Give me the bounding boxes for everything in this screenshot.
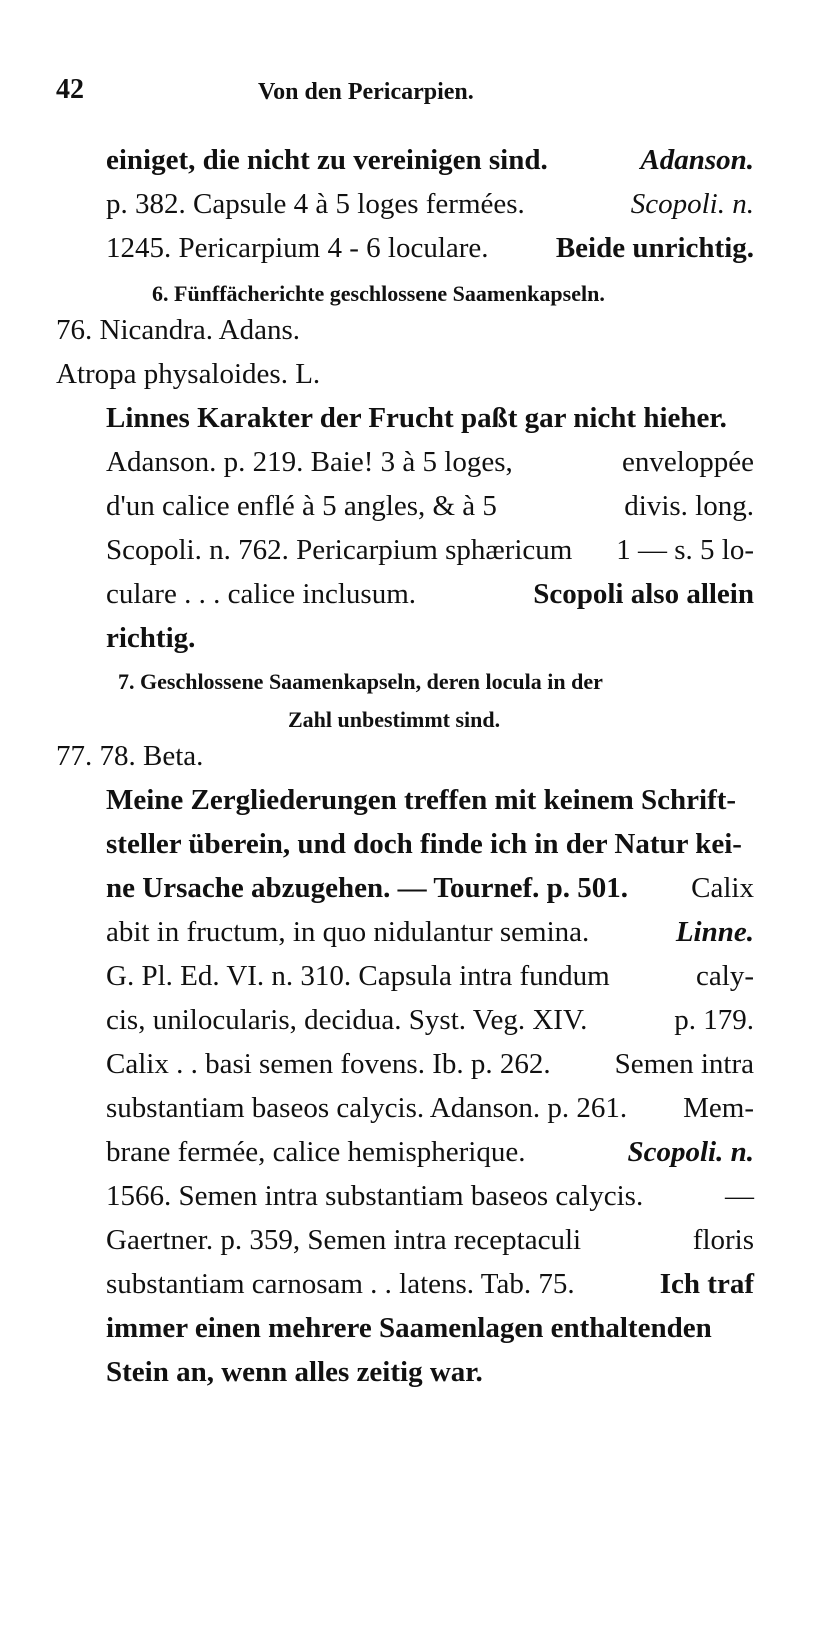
text-segment: 1 — s. 5 lo-	[616, 534, 754, 566]
text-segment: divis. long.	[624, 490, 754, 522]
text-segment: einiget, die nicht zu vereinigen sind.	[106, 144, 548, 176]
text-line: Atropa physaloides. L.	[56, 358, 321, 390]
text-segment: Mem-	[683, 1092, 754, 1124]
text-segment: Adanson. p. 219. Baie! 3 à 5 loges,	[106, 446, 513, 478]
text-segment: Calix	[691, 872, 754, 904]
text-segment: —	[725, 1180, 754, 1212]
text-line: immer einen mehrere Saamenlagen enthaltenden	[106, 1312, 712, 1344]
text-line	[106, 186, 754, 222]
text-line	[106, 1266, 754, 1302]
section-heading-continued: Zahl unbestimmt sind.	[288, 707, 501, 732]
text-line	[106, 444, 754, 480]
text-line: Linnes Karakter der Frucht paßt gar nicht hieher.	[106, 402, 727, 434]
text-segment: d'un calice enflé à 5 angles, & à 5	[106, 490, 497, 522]
text-segment: p. 179.	[674, 1004, 754, 1036]
text-line	[106, 1002, 754, 1038]
text-segment: Semen intra	[614, 1048, 754, 1080]
entry-heading: 77. 78. Beta.	[56, 740, 204, 772]
text-segment: brane fermée, calice hemispherique.	[106, 1136, 526, 1168]
author-name: Linne.	[675, 916, 754, 948]
text-line: Stein an, wenn alles zeitig war.	[106, 1356, 483, 1388]
text-line: Meine Zergliederungen treffen mit keinem Schrift-	[106, 784, 737, 816]
text-line: steller überein, und doch finde ich in der Natur kei-	[106, 828, 742, 860]
text-segment: Beide unrichtig.	[555, 232, 754, 264]
text-segment: substantiam carnosam . . latens. Tab. 75.	[106, 1268, 575, 1300]
author-name: Scopoli. n.	[630, 188, 754, 220]
text-line	[106, 1178, 754, 1214]
text-segment: G. Pl. Ed. VI. n. 310. Capsula intra fundum	[106, 960, 610, 992]
text-segment: 1566. Semen intra substantiam baseos calycis.	[106, 1180, 644, 1212]
text-line	[106, 488, 754, 524]
text-line: richtig.	[106, 622, 196, 654]
entry-heading: 76. Nicandra. Adans.	[56, 314, 301, 346]
section-heading: 6. Fünffächerichte geschlossene Saamenkapseln.	[152, 281, 605, 306]
section-heading: 7. Geschlossene Saamenkapseln, deren locula in der	[118, 669, 603, 694]
text-line	[106, 142, 754, 178]
text-segment: floris	[692, 1224, 754, 1256]
text-segment: 1245. Pericarpium 4 - 6 loculare.	[106, 232, 489, 264]
text-line	[106, 1090, 754, 1126]
text-line	[106, 532, 754, 568]
text-segment: Calix . . basi semen fovens. Ib. p. 262.	[106, 1048, 551, 1080]
text-line	[106, 1046, 754, 1082]
text-segment: cis, unilocularis, decidua. Syst. Veg. XIV.	[106, 1004, 588, 1036]
running-title: Von den Pericarpien.	[258, 79, 474, 105]
text-segment: caly-	[696, 960, 754, 992]
text-line	[106, 958, 754, 994]
text-segment: Scopoli. n. 762. Pericarpium sphæricum	[106, 534, 573, 566]
text-line	[106, 576, 754, 612]
text-segment: abit in fructum, in quo nidulantur semina.	[106, 916, 590, 948]
text-segment: ne Ursache abzugehen. — Tournef. p. 501.	[106, 872, 629, 904]
text-segment: Scopoli also allein	[533, 578, 754, 610]
text-line	[106, 914, 754, 950]
text-line	[106, 230, 754, 266]
text-line	[106, 870, 754, 906]
page-number: 42	[56, 74, 84, 105]
text-segment: Ich traf	[659, 1268, 754, 1300]
text-segment: Gaertner. p. 359, Semen intra receptaculi	[106, 1224, 582, 1256]
text-segment: p. 382. Capsule 4 à 5 loges fermées.	[106, 188, 525, 220]
text-segment: enveloppée	[621, 446, 754, 478]
text-segment: culare . . . calice inclusum.	[106, 578, 417, 610]
text-line	[106, 1222, 754, 1258]
author-name: Scopoli. n.	[627, 1136, 754, 1168]
text-line	[106, 1134, 754, 1170]
text-segment: substantiam baseos calycis. Adanson. p. 261.	[106, 1092, 628, 1124]
author-name: Adanson.	[640, 144, 754, 176]
